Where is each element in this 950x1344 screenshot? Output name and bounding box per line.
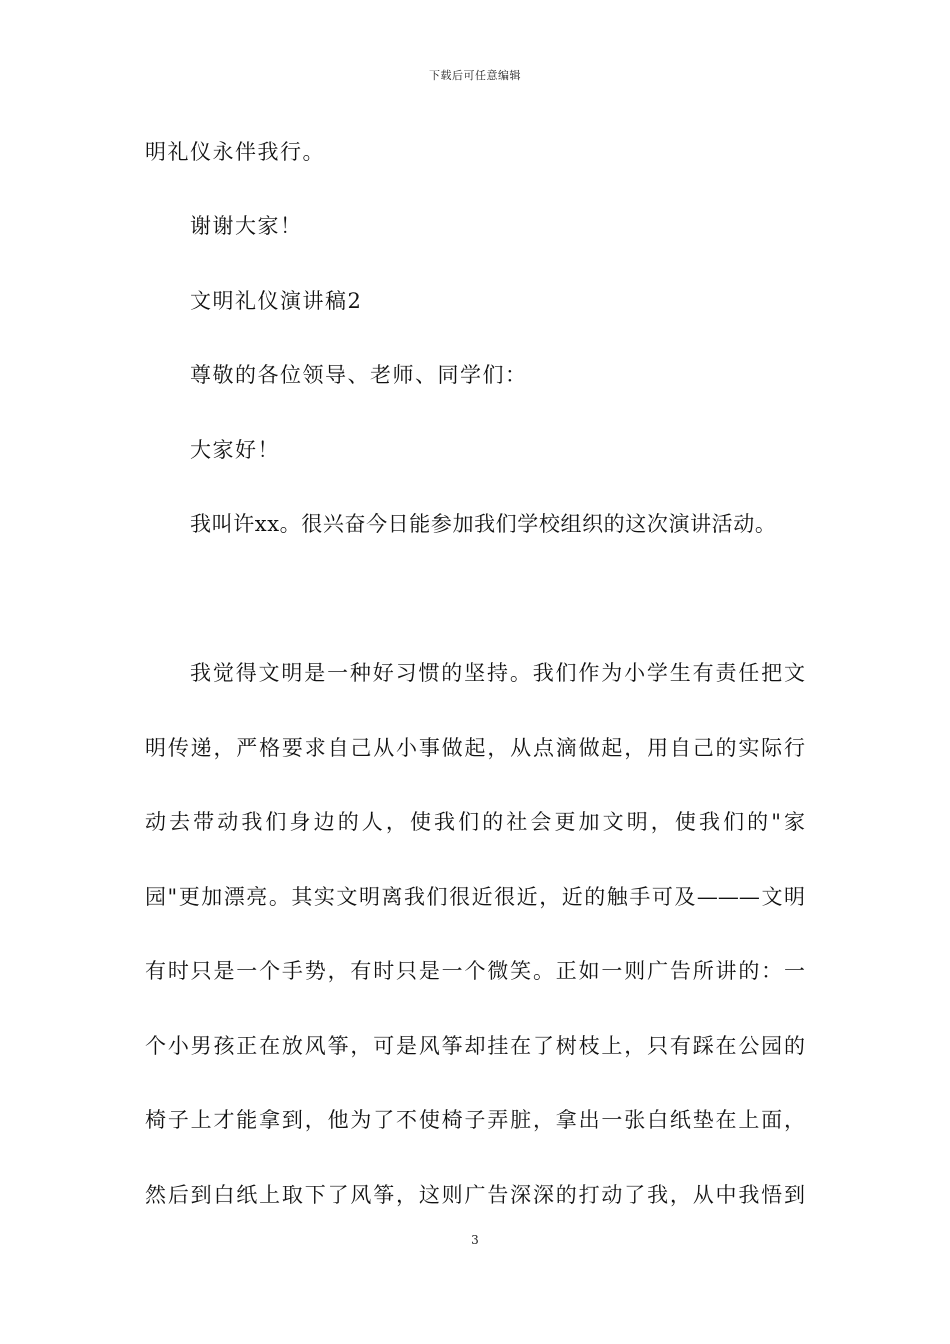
- paragraph-line: 个小男孩正在放风筝，可是风筝却挂在了树枝上，只有踩在公园的: [145, 1034, 805, 1058]
- paragraph-line: 有时只是一个手势，有时只是一个微笑。正如一则广告所讲的：一: [145, 959, 805, 983]
- greeting: 大家好！: [190, 438, 280, 462]
- paragraph-line: 动去带动我们身边的人，使我们的社会更加文明，使我们的"家: [145, 810, 805, 834]
- paragraph-line: 园"更加漂亮。其实文明离我们很近很近，近的触手可及———文明: [145, 885, 805, 909]
- paragraph-line: 我觉得文明是一种好习惯的坚持。我们作为小学生有责任把文: [190, 661, 805, 685]
- paragraph-line: 椅子上才能拿到，他为了不使椅子弄脏，拿出一张白纸垫在上面，: [145, 1108, 805, 1132]
- self-introduction: 我叫许xx。很兴奋今日能参加我们学校组织的这次演讲活动。: [190, 512, 777, 536]
- page-number: 3: [471, 1233, 479, 1247]
- paragraph-line: 然后到白纸上取下了风筝，这则广告深深的打动了我，从中我悟到: [145, 1183, 805, 1207]
- text-line: 明礼仪永伴我行。: [145, 140, 325, 164]
- page-header: 下载后可任意编辑: [429, 69, 521, 82]
- section-title: 文明礼仪演讲稿2: [190, 289, 363, 313]
- paragraph-line: 明传递，严格要求自己从小事做起，从点滴做起，用自己的实际行: [145, 736, 805, 760]
- closing-thanks: 谢谢大家！: [190, 214, 303, 238]
- salutation: 尊敬的各位领导、老师、同学们：: [190, 363, 528, 387]
